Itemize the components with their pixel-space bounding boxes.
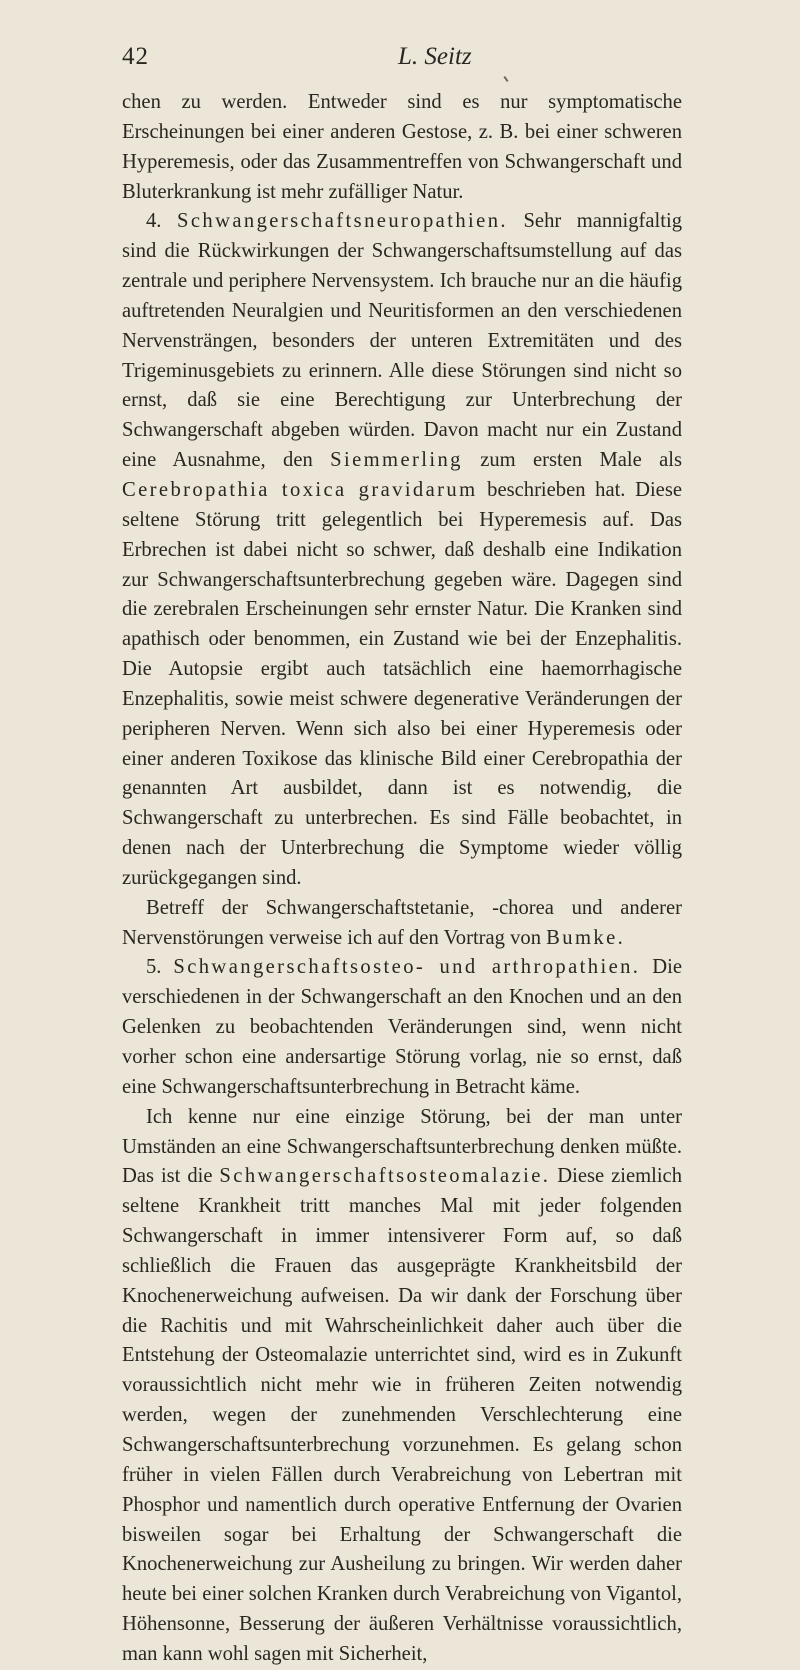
paragraph-p1 — [122, 88, 682, 207]
paragraph-p4 — [122, 953, 682, 1102]
spaced-emphasis-text: Bumke — [546, 926, 618, 949]
paragraph-text: . — [617, 926, 623, 949]
paragraph-p3 — [122, 894, 682, 954]
paragraph-text: Betreff der Schwangerschaftstetanie, -chorea und anderer Nervenstörungen verweise ich auf den Vortrag von — [122, 896, 682, 949]
paragraph-text: zum ersten Male als — [462, 449, 682, 472]
body-text — [122, 88, 682, 1670]
spaced-emphasis-text: Schwangerschaftsneuropathien. — [177, 210, 508, 233]
paragraph-text: 5. — [146, 956, 174, 979]
page-number: 42 — [122, 43, 149, 70]
paragraph-text: 4. — [146, 210, 177, 233]
paragraph-text: chen zu werden. Entweder sind es nur symptomatische Erscheinungen bei einer anderen Gestose, z. B. bei einer schweren Hyperemesis, oder das Zusammentreffen von Schwangerschaft und Bluterkrankung ist mehr zufälliger Natur. — [122, 91, 682, 203]
paragraph-p2 — [122, 207, 682, 893]
paragraph-text: Ich kenne nur eine einzige Störung, bei der man unter Umständen an eine Schwangerschaftsunterbrechung denken müßte. Das ist die — [122, 1105, 682, 1188]
spaced-emphasis-text: Schwangerschaftsosteomalazie. — [219, 1165, 551, 1188]
paragraph-p5 — [122, 1103, 682, 1670]
spaced-emphasis-text: Siemmerling — [330, 449, 463, 472]
paragraph-text: Diese ziemlich seltene Krankheit tritt manches Mal mit jeder folgenden Schwangerschaft in immer intensiverer Form auf, so daß schließlich die Frauen das ausgeprägte Krankheitsbild der Knochenerweichung aufweisen. Da wir dank der Forschung über die Rachitis und mit Wahrscheinlichkeit daher auch über die Entstehung der Osteomalazie unterrichtet sind, wird es in Zukunft voraussichtlich nicht mehr wie in früheren Zeiten notwendig werden, wegen der zunehmenden Verschlechterung eine Schwangerschaftsunterbrechung vorzunehmen. Es gelang schon früher in vielen Fällen durch Verabreichung von Lebertran mit Phosphor und namentlich durch operative Entfernung der Ovarien bisweilen sogar bei Erhaltung der Schwangerschaft die Knochenerweichung zur Ausheilung zu bringen. Wir werden daher heute bei einer solchen Kranken durch Verabreichung von Vigantol, Höhensonne, Besserung der äußeren Verhältnisse voraussichtlich, man kann wohl sagen mit Sicherheit, — [122, 1165, 682, 1665]
paragraph-text: Sehr mannigfaltig sind die Rückwirkungen der Schwangerschaftsumstellung auf das zentrale und periphere Nervensystem. Ich brauche nur an die häufig auftretenden Neuralgien und Neuritisformen an den verschiedenen Nervensträngen, besonders der unteren Extremitäten und des Trigeminusgebiets zu erinnern. Alle diese Störungen sind nicht so ernst, daß sie eine Berechtigung zur Unterbrechung der Schwangerschaft abgeben würden. Davon macht nur ein Zustand eine Ausnahme, den — [122, 210, 683, 472]
running-head-author: L. Seitz — [398, 43, 472, 70]
paragraph-text: beschrieben hat. Diese seltene Störung tritt gelegentlich bei Hyperemesis auf. Das Erbrechen ist dabei nicht so schwer, daß deshalb eine Indikation zur Schwangerschaftsunterbrechung gegeben wäre. Dagegen sind die zerebralen Erscheinungen sehr ernster Natur. Die Kranken sind apathisch oder benommen, ein Zustand wie bei der Enzephalitis. Die Autopsie ergibt auch tatsächlich eine haemorrhagische Enzephalitis, sowie meist schwere degenerative Veränderungen der peripheren Nerven. Wenn sich also bei einer Hyperemesis oder einer anderen Toxikose das klinische Bild einer Cerebropathia der genannten Art ausbildet, dann ist es notwendig, die Schwangerschaft zu unterbrechen. Es sind Fälle beobachtet, in denen nach der Unterbrechung die Symptome wieder völlig zurückgegangen sind. — [122, 478, 682, 889]
paragraph-text: Die verschiedenen in der Schwangerschaft an den Knochen und an den Gelenken zu beobachtenden Veränderungen sind, wenn nicht vorher schon eine andersartige Störung vorlag, nie so ernst, daß eine Schwangerschaftsunterbrechung in Betracht käme. — [122, 956, 682, 1098]
spaced-emphasis-text: Schwangerschaftsosteo- und arthropathien. — [173, 956, 641, 979]
page-header — [122, 40, 682, 74]
ink-speck — [503, 76, 508, 82]
spaced-emphasis-text: Cerebropathia toxica gravidarum — [122, 478, 478, 501]
